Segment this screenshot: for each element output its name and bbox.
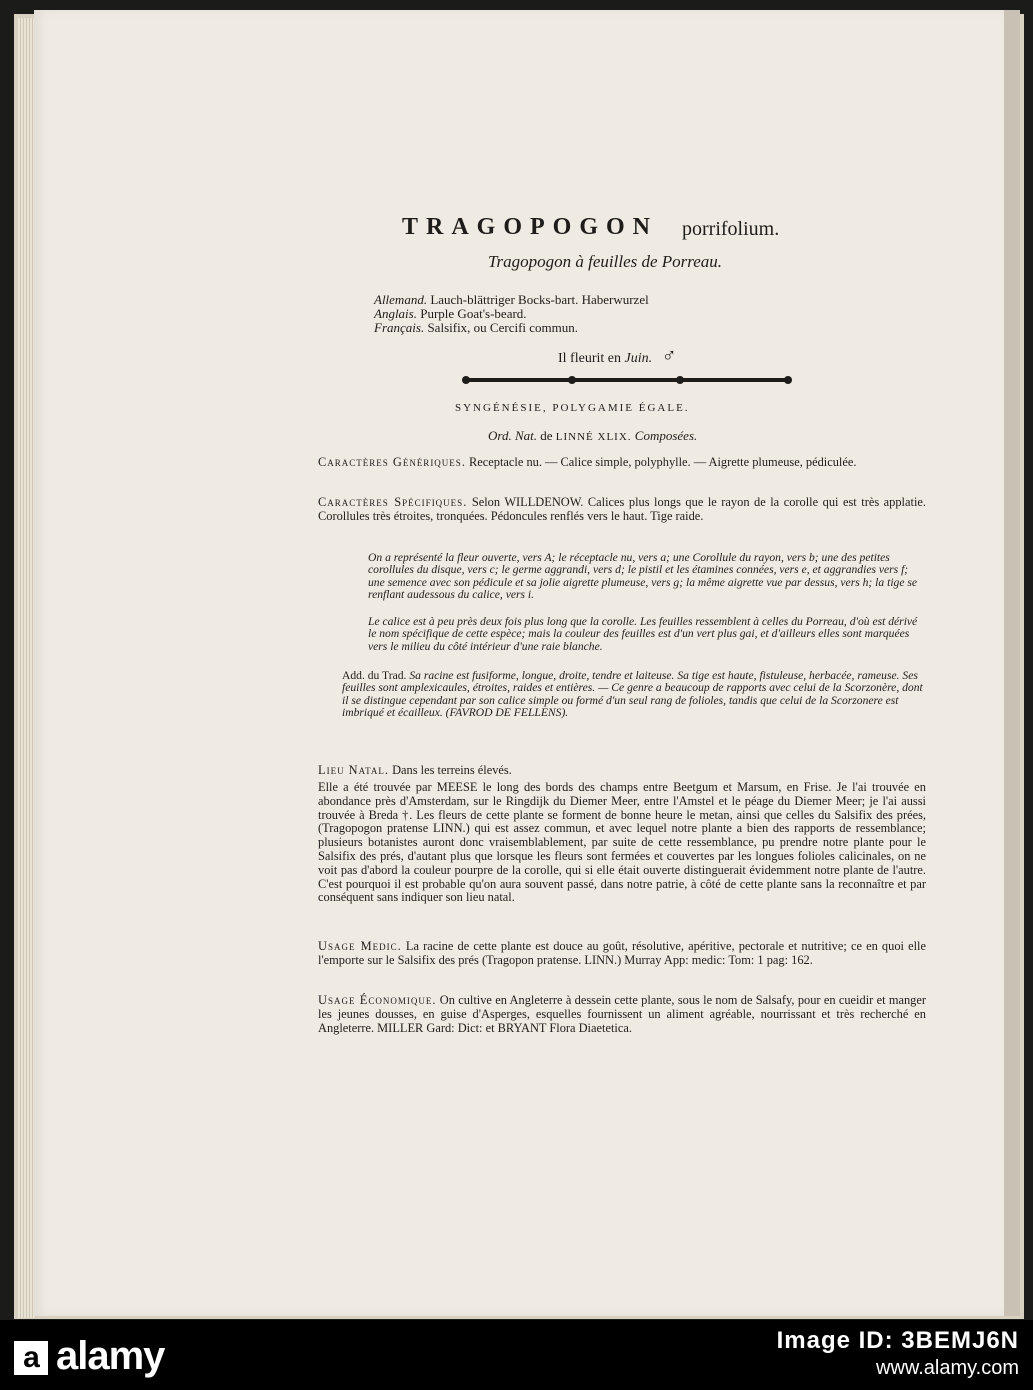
image-id: Image ID: 3BEMJ6N <box>776 1327 1019 1354</box>
addition-label: Add. du Trad. <box>342 669 407 682</box>
order-label: Ord. Nat. <box>488 428 537 443</box>
lang-label: Français. <box>374 320 425 335</box>
lang-text: Salsifix, ou Cercifi commun. <box>427 320 579 335</box>
ornamental-rule <box>464 378 790 382</box>
rule-dot <box>568 376 576 384</box>
subtitle: Tragopogon à feuilles de Porreau. <box>488 252 723 271</box>
medical-usage <box>318 940 926 968</box>
book-page <box>34 10 1020 1316</box>
natural-order <box>488 428 697 444</box>
flowering-line <box>558 345 677 368</box>
native-place-heading <box>318 764 926 778</box>
observation-calyx: Le calice est à peu près deux fois plus long que la corolle. Les feuilles ressemblent à celles du Porreau, d'où est dérivé le nom spécifique de cette espèce; mais la couleur des feuilles est d'un vert plus gai, et d'ailleurs elles sont marquées vers le milieu du côté intérieur d'une raie blanche. <box>368 615 918 653</box>
section-text: Receptacle nu. — Calice simple, polyphylle. — Aigrette plumeuse, pédiculée. <box>469 455 857 469</box>
classification: SYNGÉNÉSIE, POLYGAMIE ÉGALE. <box>455 402 690 414</box>
lang-label: Allemand. <box>374 292 428 307</box>
watermark-band <box>0 1320 1033 1390</box>
translator-addition <box>342 670 924 720</box>
species-title: porrifolium. <box>682 218 780 240</box>
section-heading: Usage Économique. <box>318 993 437 1007</box>
site-url: www.alamy.com <box>876 1357 1019 1379</box>
observation-figure: On a représenté la fleur ouverte, vers A; le réceptacle nu, vers a; une Corollule du rayon, vers b; une des petites corollules du disque, vers c; le germe aggrandi, vers d; le pistil et les étamines connées, vers e, et aggrandies vers f; une semence avec son pédicule et sa jolie aigrette plumeuse, vers g; la même aigrette vue par dessus, vers h; la tige se renflant audessous du calice, vers i. <box>368 551 918 602</box>
next-page-edge <box>1004 10 1020 1316</box>
section-text: On cultive en Angleterre à dessein cette plante, sous le nom de Salsafy, pour en cueidir et manger les jeunes dousses, en guise d'Asperges, esquelles fournissent un aliment agréable, nourrissant et très recherché en Angleterre. MILLER Gard: Dict: et BRYANT Flora Diaetetica. <box>318 993 926 1035</box>
specific-characters <box>318 496 926 524</box>
rule-dot <box>462 376 470 384</box>
lang-label: Anglais. <box>374 306 417 321</box>
brand-logo <box>14 1334 164 1379</box>
lang-text: Purple Goat's-beard. <box>420 306 527 321</box>
section-text: La racine de cette plante est douce au goût, résolutive, apéritive, pectorale et nutritive; ce en quoi elle l'emporte sur le Salsifix des prés (Tragopon pratense. LINN.) Murray App: medic: Tom: 1 pag: 162. <box>318 939 926 967</box>
section-heading: Usage Medic. <box>318 939 402 953</box>
addition-text: Sa racine est fusiforme, longue, droite, tendre et laiteuse. Sa tige est haute, fistuleuse, herbacée, rameuse. Ses feuilles sont amplexicaules, étroites, raides et entières. — Ce genre a beaucoup de rapports avec celui de la Scorzonère, dont il se distingue cependant par son calice simple ou formé d'un seul rang de folioles, tandis que celui de la Scorzonere est imbriqué et écailleux. (FAVROD DE FELLENS). <box>342 669 923 720</box>
section-heading: Caractères Génériques. <box>318 455 466 469</box>
order-family: Composées. <box>634 428 698 443</box>
lang-text: Lauch-blättriger Bocks-bart. Haberwurzel <box>430 292 649 307</box>
image-meta <box>777 1328 1019 1381</box>
section-heading: Lieu Natal. <box>318 763 389 777</box>
name-french <box>374 320 578 336</box>
genus-title: TRAGOPOGON <box>402 214 659 240</box>
section-heading: Caractères Spécifiques. <box>318 495 468 509</box>
logo-mark-icon: a <box>14 1341 48 1375</box>
perennial-symbol-icon: ♂ <box>661 345 677 367</box>
section-text: Dans les terreins élevés. <box>392 763 512 777</box>
flowering-prefix: Il fleurit en <box>558 351 621 366</box>
section-text: Selon WILLDENOW. Calices plus longs que le rayon de la corolle qui est très applatie. Corollules très étroites, tronquées. Pédoncules renflés vers le haut. Tige raide. <box>318 495 926 523</box>
native-place-body: Elle a été trouvée par MEESE le long des bords des champs entre Beetgum et Marsum, en Frise. Je l'ai trouvée en abondance près d'Amsterdam, sur le Ringdijk du Diemer Meer, entre l'Amstel et le péage du Diemer Meer; je l'ai aussi trouvée à Breda †. Les fleurs de cette plante se forment de bonne heure le metan, ainsi que celles du Salsifix des prées, (Tragopogon pratense LINN.) qui est assez commun, et avec lequel notre plante a bien des rapports de ressemblance; plusieurs botanistes auront donc vraisemblablement, par suite de cette ressemblance, pu prendre notre plante pour le Salsifix des prés, d'autant plus que lorsque les fleurs sont fermées et couvertes par les longues folioles calicinales, on ne voit pas d'abord la couleur pourpre de la corolle, qui si elle était ouverte distinguerait évidemment notre plante de l'autre. C'est pourquoi il est probable qu'on aura souvent passé, dans notre patrie, à côté de cette plante sans la reconnaître et par conséquent sans indiquer son lieu natal. <box>318 780 926 905</box>
brand-name: alamy <box>56 1334 165 1378</box>
order-linne: LINNÉ XLIX. <box>555 431 632 443</box>
flowering-month: Juin. <box>624 351 653 366</box>
order-de: de <box>540 428 553 443</box>
rule-dot <box>676 376 684 384</box>
economic-usage <box>318 994 926 1035</box>
generic-characters <box>318 456 926 470</box>
rule-dot <box>784 376 792 384</box>
